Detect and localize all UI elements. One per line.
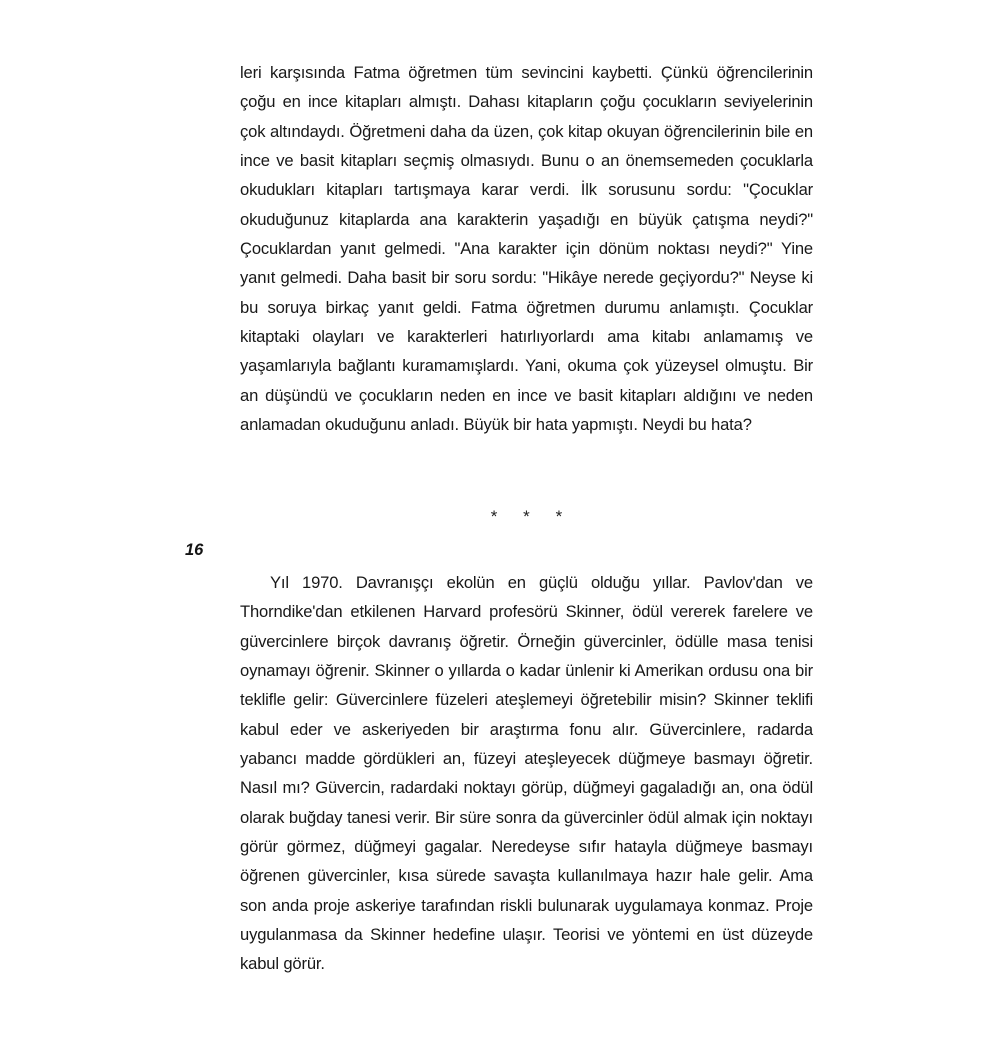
text-column-lower — [240, 568, 813, 979]
body-paragraph-1: leri karşısında Fatma öğretmen tüm sevincini kaybetti. Çünkü öğrencilerinin çoğu en ince kitapları almıştı. Dahası kitapların çoğu çocukların seviyelerinin çok altındaydı. Öğretmeni daha da üzen, çok kitap okuyan öğrencilerinin bile en ince ve basit kitapları seçmiş olmasıydı. Bunu o an önemsemeden çocuklarla okudukları kitapları tartışmaya karar verdi. İlk sorusunu sordu: "Çocuklar okuduğunuz kitaplarda ana karakterin yaşadığı en büyük çatışma neydi?" Çocuklardan yanıt gelmedi. "Ana karakter için dönüm noktası neydi?" Yine yanıt gelmedi. Daha basit bir soru sordu: "Hikâye nerede geçiyordu?" Neyse ki bu soruya birkaç yanıt geldi. Fatma öğretmen durumu anlamıştı. Çocuklar kitaptaki olayları ve karakterleri hatırlıyorlardı ama kitabı anlamamış ve yaşamlarıyla bağlantı kuramamışlardı. Yani, okuma çok yüzeysel olmuştu. Bir an düşündü ve çocukların neden en ince ve basit kitapları aldığını ve neden anlamadan okuduğunu anladı. Büyük bir hata yapmıştı. Neydi bu hata? — [240, 63, 813, 435]
body-paragraph-2: Yıl 1970. Davranışçı ekolün en güçlü olduğu yıllar. Pavlov'dan ve Thorndike'dan etkilenen Harvard profesörü Skinner, ödül vererek farelere ve güvercinlere birçok davranış öğretir. Örneğin güvercinler, ödülle masa tenisi oynamayı öğrenir. Skinner o yıllarda o kadar ünlenir ki Amerikan ordusu ona bir teklifle gelir: Güvercinlere füzeleri ateşlemeyi öğretebilir misin? Skinner teklifi kabul eder ve askeriyeden bir araştırma fonu alır. Güvercinlere, radarda yabancı madde gördükleri an, füzeyi ateşleyecek düğmeye basmayı öğretir. Nasıl mı? Güvercin, radardaki noktayı görüp, düğmeyi gagaladığı an, ona ödül olarak buğday tanesi verir. Bir süre sonra da güvercinler ödül almak için noktayı görür görmez, düğmeyi gagalar. Neredeyse sıfır hatayla düğmeye basmayı öğrenen güvercinler, kısa sürede savaşta kullanılmaya hazır hale gelir. Ama son anda proje askeriye tarafından riskli bulunarak uygulamaya konmaz. Proje uygulanmasa da Skinner hedefine ulaşır. Teorisi ve yöntemi en üst düzeyde kabul görür. — [240, 573, 813, 974]
page-number: 16 — [185, 541, 204, 559]
text-column-upper — [240, 58, 813, 439]
section-break-asterisks: * * * — [490, 507, 573, 526]
